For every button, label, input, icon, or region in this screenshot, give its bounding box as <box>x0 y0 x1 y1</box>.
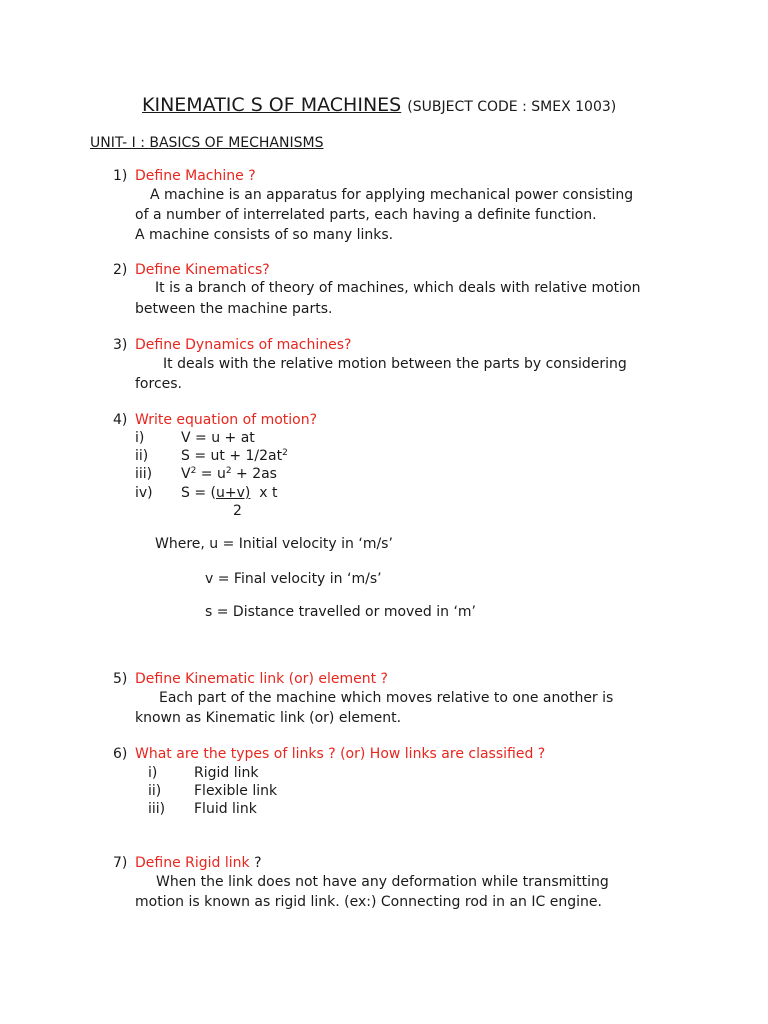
question-heading: Define Kinematics? <box>135 262 270 278</box>
question-heading: Define Machine ? <box>135 168 256 184</box>
equation: S = ut + $1/2at^2$ <box>181 448 288 464</box>
answer-line: forces. <box>135 376 182 392</box>
question-heading: Define Kinematic link (or) element ? <box>135 671 388 687</box>
list-item: Flexible link <box>194 783 278 799</box>
question-number: 5) <box>113 671 128 687</box>
equation-number: i) <box>135 430 145 446</box>
answer-line: When the link does not have any deformation while transmitting <box>156 874 609 890</box>
list-item-number: iii) <box>148 801 166 817</box>
answer-line: A machine is an apparatus for applying mechanical power consisting <box>150 187 634 203</box>
equation: V = u + at <box>181 430 255 446</box>
equation: S = (u+v) x t <box>181 485 278 501</box>
title-main: KINEMATIC S OF MACHINES <box>142 94 402 116</box>
answer-line: A machine consists of so many links. <box>135 227 394 243</box>
question-number: 4) <box>113 412 128 428</box>
equation-number: ii) <box>135 448 149 464</box>
where-line: Where, u = Initial velocity in ‘m/s’ <box>155 536 393 552</box>
answer-line: It deals with the relative motion between the parts by considering <box>163 356 627 372</box>
unit-heading: UNIT- I : BASICS OF MECHANISMS <box>90 135 324 151</box>
equation-number: iv) <box>135 485 153 501</box>
question-heading: What are the types of links ? (or) How links are classified ? <box>135 746 546 762</box>
question-number: 1) <box>113 168 128 184</box>
answer-line: It is a branch of theory of machines, which deals with relative motion <box>155 280 641 296</box>
list-item: Rigid link <box>194 765 259 781</box>
question-number: 6) <box>113 746 128 762</box>
answer-line: of a number of interrelated parts, each having a definite function. <box>135 207 597 223</box>
question-heading: Define Dynamics of machines? <box>135 337 352 353</box>
list-item-number: ii) <box>148 783 162 799</box>
answer-line: between the machine parts. <box>135 301 333 317</box>
answer-line: known as Kinematic link (or) element. <box>135 710 402 726</box>
document-title <box>142 93 616 119</box>
fraction-denominator: 2 <box>233 503 242 519</box>
answer-line: motion is known as rigid link. (ex:) Connecting rod in an IC engine. <box>135 894 602 910</box>
question-number: 3) <box>113 337 128 353</box>
where-line: s = Distance travelled or moved in ‘m’ <box>205 604 477 620</box>
equation-number: iii) <box>135 466 153 482</box>
answer-line: Each part of the machine which moves relative to one another is <box>159 690 614 706</box>
where-line: v = Final velocity in ‘m/s’ <box>205 571 382 587</box>
question-heading: Define Rigid link ? <box>135 855 262 871</box>
list-item-number: i) <box>148 765 158 781</box>
equation: $V^2 = u^2 + 2as$ <box>181 466 277 482</box>
question-heading: Write equation of motion? <box>135 412 318 428</box>
question-number: 7) <box>113 855 128 871</box>
title-subject-code: (SUBJECT CODE : SMEX 1003) <box>407 99 617 115</box>
question-number: 2) <box>113 262 128 278</box>
list-item: Fluid link <box>194 801 257 817</box>
